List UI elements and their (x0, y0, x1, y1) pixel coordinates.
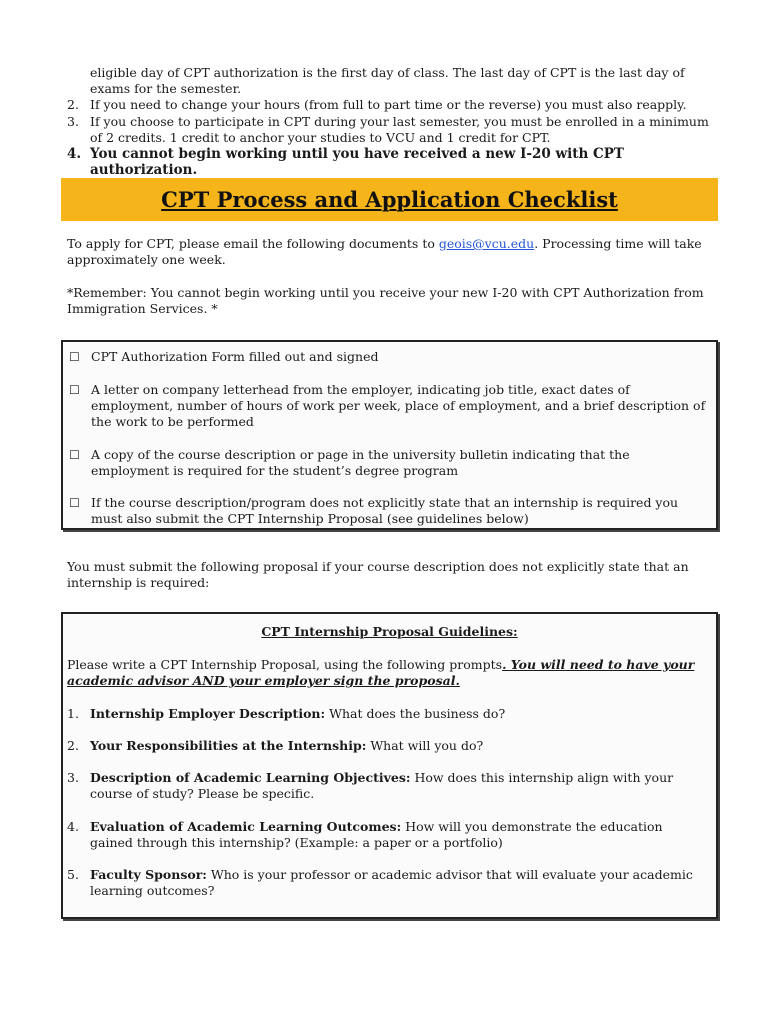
list-number: 4. (67, 146, 82, 162)
intro-paragraph (67, 236, 707, 268)
reminder-paragraph: *Remember: You cannot begin working until you receive your new I-20 with CPT Authorization from Immigration Services. * (67, 285, 704, 316)
guideline-label: Evaluation of Academic Learning Outcomes: (90, 819, 402, 834)
email-link[interactable]: geois@vcu.edu (438, 236, 535, 251)
checklist-item-text: A letter on company letterhead from the employer, indicating job title, exact dates of employment, number of hours of work per week, place of employment, and a brief description of the work to be performed (91, 382, 706, 429)
guidelines-title: CPT Internship Proposal Guidelines: (261, 624, 518, 639)
list-number: 1. (67, 706, 79, 721)
guidelines-intro (67, 657, 707, 689)
guideline-label: Description of Academic Learning Objectives: (90, 770, 411, 785)
guideline-label: Faculty Sponsor: (90, 867, 207, 882)
checklist-item-text: CPT Authorization Form filled out and signed (91, 349, 379, 364)
guideline-text: What does the business do? (325, 706, 506, 721)
checkbox-icon[interactable]: ☐ (69, 383, 80, 397)
checkbox-icon[interactable]: ☐ (69, 350, 80, 364)
guideline-label: Your Responsibilities at the Internship: (90, 738, 367, 753)
intro-text-end: . Processing time will take approximately one week. (67, 236, 702, 267)
guidelines-intro-text: Please write a CPT Internship Proposal, using the following prompts (67, 657, 503, 672)
list-text: If you need to change your hours (from full to part time or the reverse) you must also reapply. (90, 97, 687, 112)
checklist-item-text: A copy of the course description or page in the university bulletin indicating that the employment is required for the student’s degree program (91, 447, 630, 478)
guidelines-intro-emphasis: . You will need to have your academic advisor AND your employer sign the proposal. (67, 657, 695, 688)
list-number: 4. (67, 819, 79, 834)
guidelines-box (61, 612, 718, 919)
page-title: CPT Process and Application Checklist (161, 186, 618, 212)
proposal-note: You must submit the following proposal if your course description does not explicitly state that an internship is required: (67, 559, 689, 590)
checkbox-icon[interactable]: ☐ (69, 448, 80, 462)
guideline-text: What will you do? (366, 738, 484, 753)
guideline-text: How will you demonstrate the education gained through this internship? (Example: a paper or a portfolio) (90, 819, 663, 850)
checkbox-icon[interactable]: ☐ (69, 496, 80, 510)
list-text: If you choose to participate in CPT during your last semester, you must be enrolled in a minimum of 2 credits. 1 credit to anchor your studies to VCU and 1 credit for CPT. (90, 114, 709, 145)
top-list-continuation: eligible day of CPT authorization is the first day of class. The last day of CPT is the last day of exams for the semester. (90, 65, 685, 96)
checklist-item-text: If the course description/program does not explicitly state that an internship is required you must also submit the CPT Internship Proposal (see guidelines below) (91, 495, 679, 526)
guideline-text: Who is your professor or academic advisor that will evaluate your academic learning outcomes? (90, 867, 693, 898)
guideline-label: Internship Employer Description: (90, 706, 326, 721)
intro-text: To apply for CPT, please email the following documents to (67, 236, 439, 251)
checklist-banner (61, 178, 718, 221)
list-text: You cannot begin working until you have received a new I-20 with CPT authorization. (90, 146, 624, 178)
list-number: 2. (67, 97, 79, 112)
checklist-box (61, 340, 718, 530)
list-number: 2. (67, 738, 79, 753)
list-number: 3. (67, 770, 79, 785)
list-number: 3. (67, 114, 79, 129)
list-number: 5. (67, 867, 79, 882)
guideline-text: How does this internship align with your course of study? Please be specific. (90, 770, 674, 801)
